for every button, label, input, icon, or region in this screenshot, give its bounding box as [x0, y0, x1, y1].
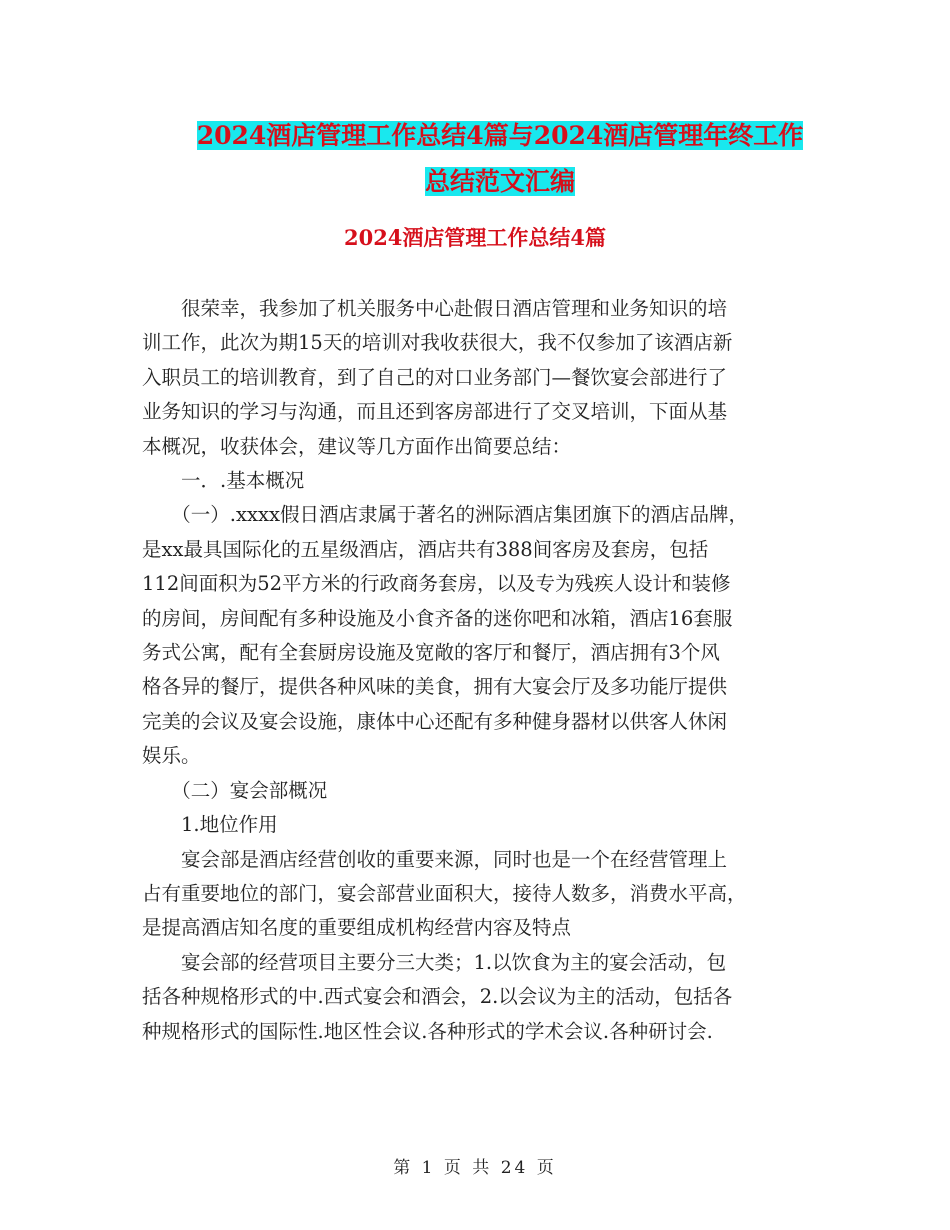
text-line: 占有重要地位的部门，宴会部营业面积大，接待人数多，消费水平高， [142, 881, 747, 905]
section-heading: 2024酒店管理工作总结4篇 [343, 225, 607, 250]
document-title [120, 114, 880, 206]
text-line: 本概况，收获体会，建议等几方面作出简要总结： [142, 434, 572, 458]
text-line: 括各种规格形式的中.西式宴会和酒会，2.以会议为主的活动，包括各 [142, 985, 733, 1009]
text-line: 是提高酒店知名度的重要组成机构经营内容及特点 [142, 916, 572, 940]
text-line: 种规格形式的国际性.地区性会议.各种形式的学术会议.各种研讨会. [142, 1019, 713, 1043]
text-line: 一．.基本概况 [142, 469, 305, 493]
text-line: 宴会部是酒店经营创收的重要来源，同时也是一个在经营管理上 [142, 847, 728, 871]
text-line: 完美的会议及宴会设施，康体中心还配有多种健身器材以供客人休闲 [142, 709, 728, 733]
text-line: 业务知识的学习与沟通，而且还到客房部进行了交叉培训，下面从基 [142, 400, 728, 424]
text-line: 112间面积为52平方米的行政商务套房，以及专为残疾人设计和装修 [142, 572, 731, 596]
text-line: 娱乐。 [142, 744, 201, 768]
text-line: 1.地位作用 [142, 813, 278, 837]
text-line: （一）.xxxx假日酒店隶属于著名的洲际酒店集团旗下的酒店品牌， [142, 503, 748, 527]
text-line: （二）宴会部概况 [142, 778, 328, 802]
body-text [142, 292, 822, 1049]
text-line: 很荣幸，我参加了机关服务中心赴假日酒店管理和业务知识的培 [142, 297, 728, 320]
text-line: 是xx最具国际化的五星级酒店，酒店共有388间客房及套房，包括 [142, 537, 709, 561]
text-line: 的房间，房间配有多种设施及小食齐备的迷你吧和冰箱，酒店16套服 [142, 606, 733, 630]
title-line: 2024酒店管理工作总结4篇与2024酒店管理年终工作 [196, 121, 804, 150]
text-line: 务式公寓，配有全套厨房设施及宽敞的客厅和餐厅，酒店拥有3个风 [142, 641, 720, 665]
title-line: 总结范文汇编 [424, 167, 575, 196]
text-line: 训工作，此次为期15天的培训对我收获很大，我不仅参加了该酒店新 [142, 331, 733, 355]
text-line: 宴会部的经营项目主要分三大类；1.以饮食为主的宴会活动，包 [142, 950, 727, 974]
text-line: 入职员工的培训教育，到了自己的对口业务部门—餐饮宴会部进行了 [142, 365, 728, 389]
text-line: 格各异的餐厅，提供各种风味的美食，拥有大宴会厅及多功能厅提供 [142, 675, 728, 699]
page-footer: 第 1 页 共 24 页 [393, 1158, 557, 1178]
